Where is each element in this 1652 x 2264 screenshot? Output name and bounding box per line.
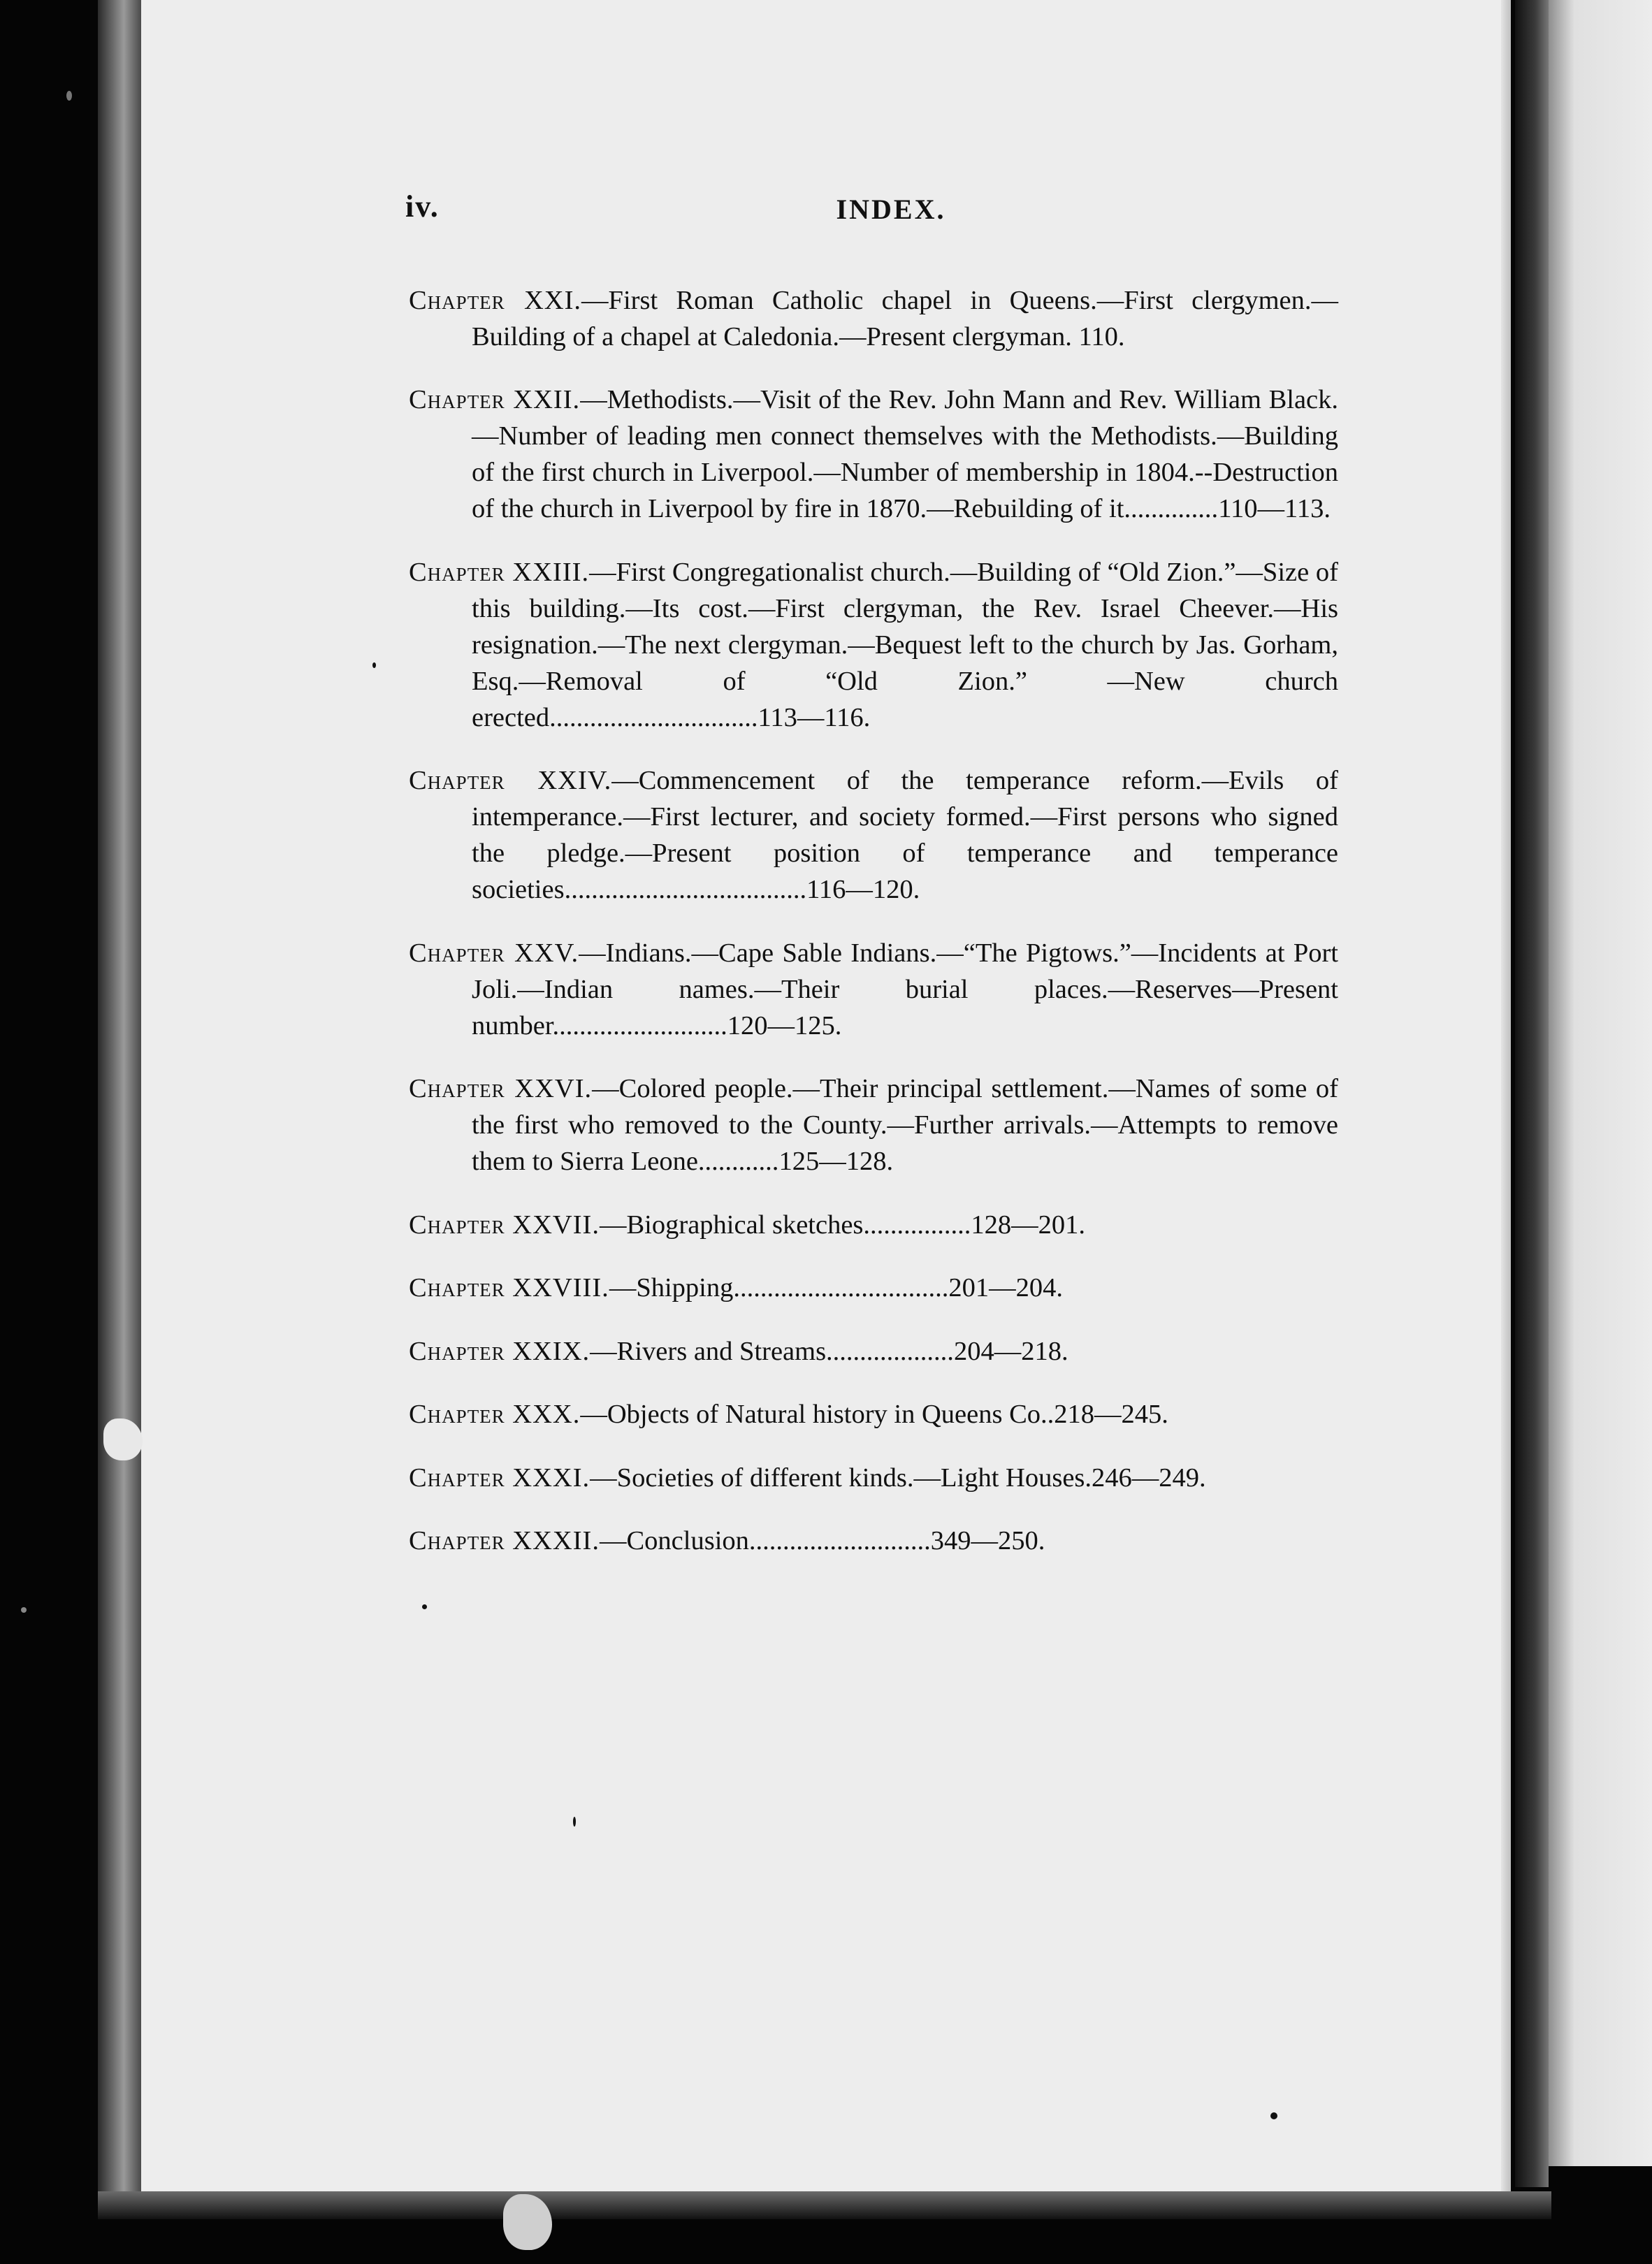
page-range: 110. <box>1078 321 1125 351</box>
chapter-label: Chapter XXXII. <box>409 1526 600 1555</box>
entry-description: —Objects of Natural history in Queens Co.. <box>580 1400 1055 1429</box>
index-entry <box>409 1396 1338 1432</box>
page-range: 349—250. <box>930 1526 1045 1555</box>
entry-description: —First Congregationalist church.—Building of “Old Zion.”—Size of this building.—Its cost.—First clergyman, the Rev. Israel Cheever.—His resignation.—The next clergyman.—Bequest left to the church by Jas. Gorham, Esq.—Removal of “Old Zion.” —New church erected............................... <box>472 557 1338 732</box>
page-range: 128—201. <box>971 1210 1086 1240</box>
index-list <box>409 255 1338 1581</box>
chapter-label: Chapter XXVIII. <box>409 1273 609 1302</box>
entry-description: —Commencement of the temperance reform.—Evils of intemperance.—First lecturer, and society formed.—First persons who signed the pledge.—Present position of temperance and temperance societies.................................... <box>472 766 1338 904</box>
scan-speck <box>1270 2112 1277 2119</box>
index-entry <box>409 1207 1338 1243</box>
index-entry <box>409 1071 1338 1180</box>
index-entry <box>409 382 1338 527</box>
chapter-label: Chapter XXIX. <box>409 1336 590 1366</box>
page-bottom-edge <box>98 2191 1551 2219</box>
book-spine <box>98 0 141 2193</box>
page-fold <box>1515 0 1549 2187</box>
scan-speck <box>372 662 376 668</box>
entry-description: —Colored people.—Their principal settlement.—Names of some of the first who removed to the County.—Further arrivals.—Attempts to remove them to Sierra Leone............ <box>472 1074 1338 1176</box>
index-entry <box>409 1270 1338 1306</box>
scan-speck <box>66 91 72 101</box>
chapter-label: Chapter XXX. <box>409 1400 581 1429</box>
index-entry <box>409 1523 1338 1559</box>
chapter-label: Chapter XXXI. <box>409 1463 590 1493</box>
index-entry <box>409 935 1338 1044</box>
chapter-label: Chapter XXII. <box>409 385 581 414</box>
index-entry <box>409 1333 1338 1370</box>
chapter-label: Chapter XXVII. <box>409 1210 600 1240</box>
page-number: iv. <box>405 189 440 224</box>
page-range: 201—204. <box>948 1273 1063 1302</box>
scan-speck <box>21 1607 27 1613</box>
page-range: 204—218. <box>953 1336 1068 1366</box>
chapter-label: Chapter XXVI. <box>409 1074 593 1103</box>
chapter-label: Chapter XXIII. <box>409 557 590 587</box>
index-entry <box>409 282 1338 355</box>
page-range: 120—125. <box>727 1010 842 1040</box>
index-entry <box>409 1460 1338 1496</box>
chapter-label: Chapter XXV. <box>409 938 579 968</box>
scan-speck <box>573 1817 576 1827</box>
chapter-label: Chapter XXI. <box>409 285 582 315</box>
page-range: 116—120. <box>806 875 920 904</box>
entry-description: —Methodists.—Visit of the Rev. John Mann and Rev. William Black.—Number of leading men connect themselves with the Methodists.—Building of the first church in Liverpool.—Number of membership in 1804.--Destruction of the church in Liverpool by fire in 1870.—Rebuilding of it.............. <box>472 385 1338 523</box>
scan-speck <box>422 1604 427 1609</box>
entry-description: —Indians.—Cape Sable Indians.—“The Pigtows.”—Incidents at Port Joli.—Indian names.—Their burial places.—Reserves—Present number.......................... <box>472 938 1339 1040</box>
page-range: 110—113. <box>1218 494 1331 523</box>
entry-description: —First Roman Catholic chapel in Queens.—First clergymen.—Building of a chapel at Caledonia.—Present clergyman. <box>472 285 1338 351</box>
entry-description: —Biographical sketches................ <box>600 1210 971 1240</box>
page-range: 246—249. <box>1092 1463 1206 1493</box>
page-range: 113—116. <box>758 702 871 732</box>
running-head-title: INDEX. <box>836 194 946 225</box>
index-entry <box>409 554 1338 736</box>
next-page-edge <box>1549 0 1652 2166</box>
chapter-label: Chapter XXIV. <box>409 766 612 795</box>
page-range: 218—245. <box>1054 1400 1168 1429</box>
page-header <box>405 189 1335 238</box>
entry-description: —Conclusion........................... <box>600 1526 931 1555</box>
entry-description: —Shipping................................ <box>609 1273 949 1302</box>
page-gutter-shadow <box>1501 0 1511 2191</box>
entry-description: —Rivers and Streams................... <box>590 1336 954 1366</box>
page-range: 125—128. <box>778 1147 894 1176</box>
index-entry <box>409 762 1338 908</box>
entry-description: —Societies of different kinds.—Light Houses. <box>590 1463 1092 1493</box>
